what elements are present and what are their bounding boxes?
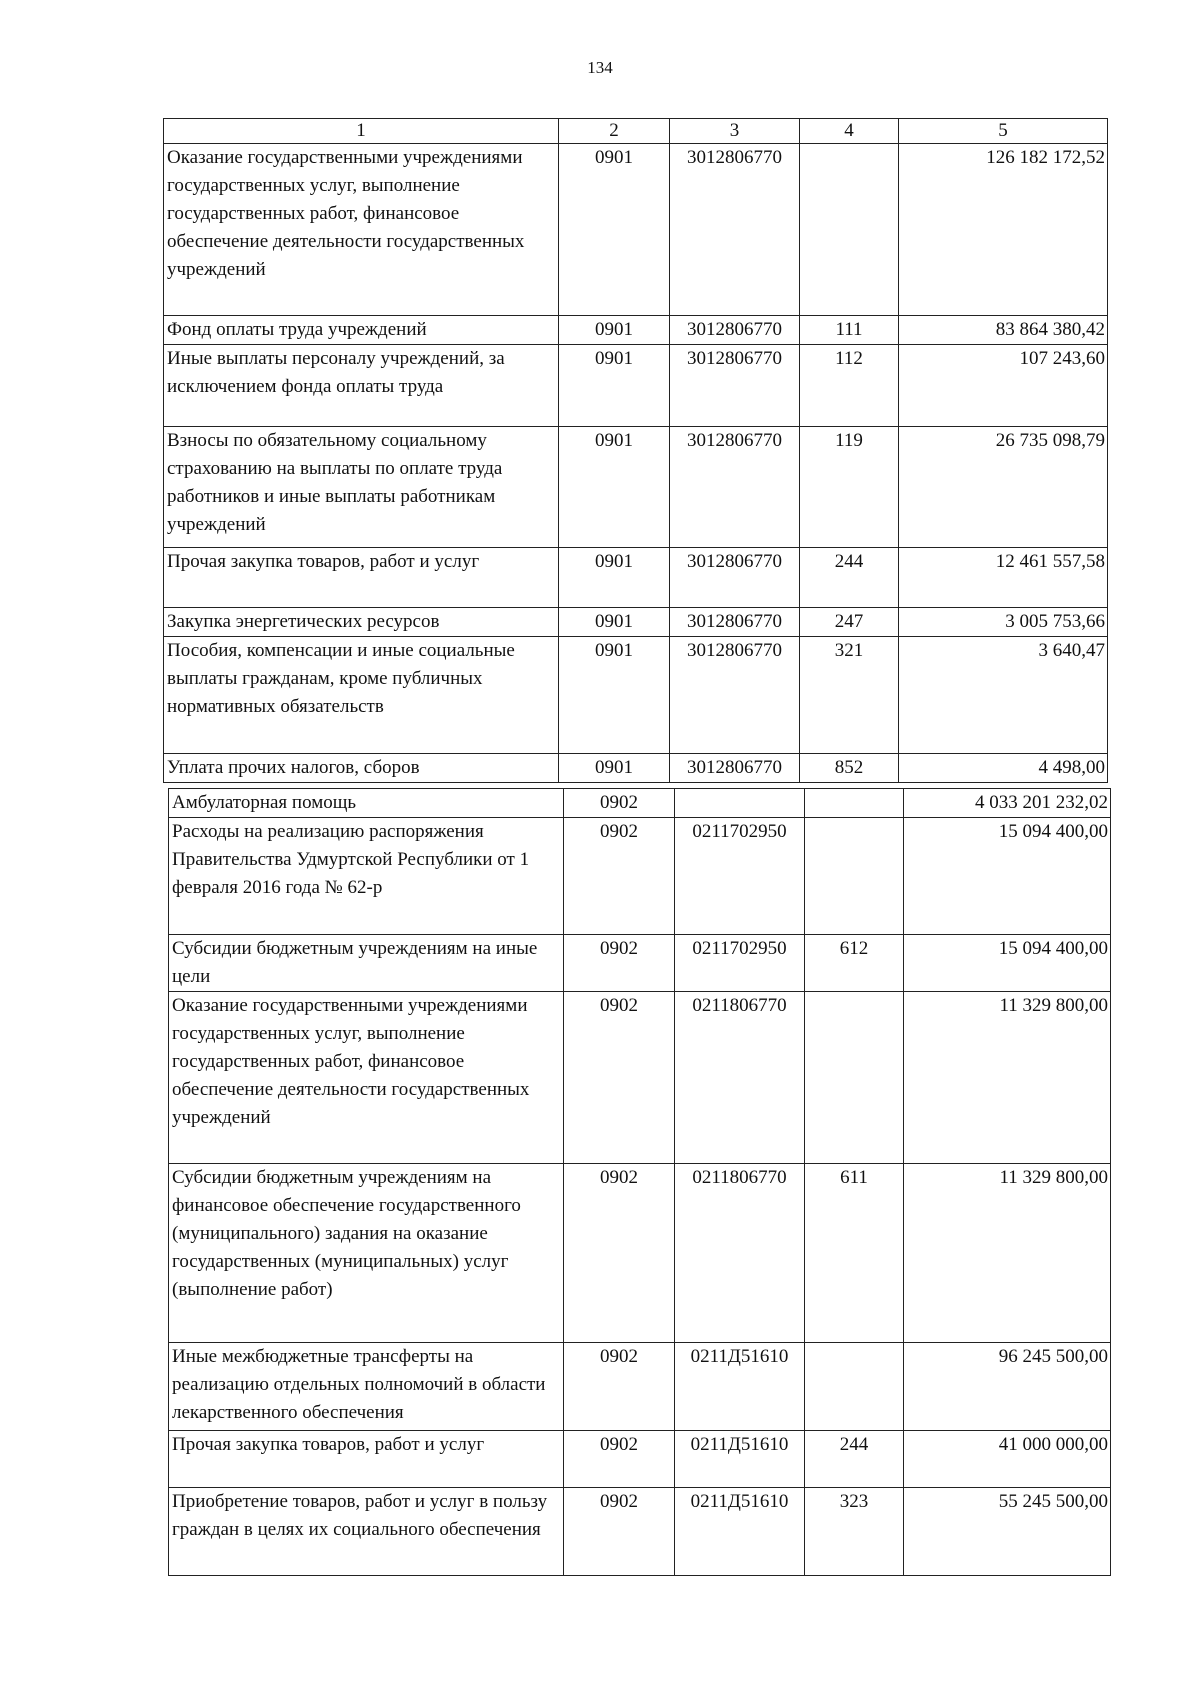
row-section: 0902 [564, 818, 675, 935]
row-name: Иные межбюджетные трансферты на реализацию отдельных полномочий в области лекарственного обеспечения [169, 1343, 564, 1431]
table-row [164, 637, 1108, 754]
row-target: 3012806770 [670, 427, 800, 548]
row-name: Субсидии бюджетным учреждениям на иные цели [169, 935, 564, 992]
row-target: 3012806770 [670, 316, 800, 345]
row-type [805, 1343, 904, 1431]
row-type [805, 992, 904, 1164]
table-row [164, 316, 1108, 345]
row-amount: 4 498,00 [899, 754, 1108, 783]
table-row [164, 144, 1108, 316]
row-section: 0901 [559, 345, 670, 427]
row-type: 611 [805, 1164, 904, 1343]
row-target: 0211702950 [675, 935, 805, 992]
table-row [169, 789, 1111, 818]
row-name: Фонд оплаты труда учреждений [164, 316, 559, 345]
row-name: Пособия, компенсации и иные социальные выплаты гражданам, кроме публичных нормативных обязательств [164, 637, 559, 754]
column-header: 5 [899, 119, 1108, 144]
row-section: 0901 [559, 144, 670, 316]
row-section: 0901 [559, 316, 670, 345]
row-type [800, 144, 899, 316]
row-section: 0902 [564, 789, 675, 818]
column-header: 1 [164, 119, 559, 144]
row-name: Взносы по обязательному социальному страхованию на выплаты по оплате труда работников и иные выплаты работникам учреждений [164, 427, 559, 548]
table-row [164, 345, 1108, 427]
row-type: 119 [800, 427, 899, 548]
table-row [164, 754, 1108, 783]
row-target: 3012806770 [670, 754, 800, 783]
row-target: 0211Д51610 [675, 1343, 805, 1431]
row-amount: 11 329 800,00 [904, 992, 1111, 1164]
column-header: 3 [670, 119, 800, 144]
row-target: 0211806770 [675, 1164, 805, 1343]
table-row [164, 608, 1108, 637]
table-row [169, 992, 1111, 1164]
row-name: Расходы на реализацию распоряжения Правительства Удмуртской Республики от 1 февраля 2016 года № 62-р [169, 818, 564, 935]
row-target: 3012806770 [670, 608, 800, 637]
row-name: Уплата прочих налогов, сборов [164, 754, 559, 783]
row-type: 612 [805, 935, 904, 992]
row-name: Приобретение товаров, работ и услуг в пользу граждан в целях их социального обеспечения [169, 1488, 564, 1576]
row-amount: 26 735 098,79 [899, 427, 1108, 548]
row-name: Иные выплаты персоналу учреждений, за исключением фонда оплаты труда [164, 345, 559, 427]
row-target: 3012806770 [670, 548, 800, 608]
row-target: 0211806770 [675, 992, 805, 1164]
row-type [805, 789, 904, 818]
row-section: 0901 [559, 754, 670, 783]
row-type: 112 [800, 345, 899, 427]
row-amount: 107 243,60 [899, 345, 1108, 427]
table-row [169, 1431, 1111, 1488]
table-row [169, 1343, 1111, 1431]
row-amount: 15 094 400,00 [904, 818, 1111, 935]
row-section: 0902 [564, 992, 675, 1164]
row-target: 0211702950 [675, 818, 805, 935]
row-type: 244 [805, 1431, 904, 1488]
row-section: 0901 [559, 608, 670, 637]
column-header: 2 [559, 119, 670, 144]
column-header: 4 [800, 119, 899, 144]
page-number: 134 [587, 58, 613, 77]
row-target [675, 789, 805, 818]
budget-table-upper [163, 118, 1108, 783]
row-section: 0902 [564, 1343, 675, 1431]
row-name: Субсидии бюджетным учреждениям на финансовое обеспечение государственного (муниципального) задания на оказание государственных (муниципальных) услуг (выполнение работ) [169, 1164, 564, 1343]
row-section: 0901 [559, 548, 670, 608]
row-name: Оказание государственными учреждениями государственных услуг, выполнение государственных работ, финансовое обеспечение деятельности государственных учреждений [169, 992, 564, 1164]
header-row [164, 119, 1108, 144]
row-type: 852 [800, 754, 899, 783]
row-type: 323 [805, 1488, 904, 1576]
row-type: 244 [800, 548, 899, 608]
row-section: 0901 [559, 427, 670, 548]
row-target: 3012806770 [670, 345, 800, 427]
table-row [164, 548, 1108, 608]
row-amount: 55 245 500,00 [904, 1488, 1111, 1576]
row-section: 0902 [564, 1164, 675, 1343]
row-target: 0211Д51610 [675, 1431, 805, 1488]
row-amount: 126 182 172,52 [899, 144, 1108, 316]
row-amount: 15 094 400,00 [904, 935, 1111, 992]
row-amount: 11 329 800,00 [904, 1164, 1111, 1343]
row-amount: 96 245 500,00 [904, 1343, 1111, 1431]
row-section: 0901 [559, 637, 670, 754]
row-target: 0211Д51610 [675, 1488, 805, 1576]
row-amount: 83 864 380,42 [899, 316, 1108, 345]
row-type: 247 [800, 608, 899, 637]
row-target: 3012806770 [670, 637, 800, 754]
row-name: Амбулаторная помощь [169, 789, 564, 818]
budget-table-lower [168, 788, 1111, 1576]
row-name: Прочая закупка товаров, работ и услуг [164, 548, 559, 608]
row-name: Закупка энергетических ресурсов [164, 608, 559, 637]
row-target: 3012806770 [670, 144, 800, 316]
row-type [805, 818, 904, 935]
row-section: 0902 [564, 935, 675, 992]
row-section: 0902 [564, 1431, 675, 1488]
row-amount: 4 033 201 232,02 [904, 789, 1111, 818]
row-amount: 3 640,47 [899, 637, 1108, 754]
row-name: Оказание государственными учреждениями государственных услуг, выполнение государственных работ, финансовое обеспечение деятельности государственных учреждений [164, 144, 559, 316]
row-type: 111 [800, 316, 899, 345]
table-row [169, 818, 1111, 935]
row-amount: 12 461 557,58 [899, 548, 1108, 608]
row-section: 0902 [564, 1488, 675, 1576]
row-type: 321 [800, 637, 899, 754]
row-amount: 41 000 000,00 [904, 1431, 1111, 1488]
table-row [169, 1164, 1111, 1343]
table-row [169, 935, 1111, 992]
table-row [169, 1488, 1111, 1576]
row-name: Прочая закупка товаров, работ и услуг [169, 1431, 564, 1488]
row-amount: 3 005 753,66 [899, 608, 1108, 637]
table-row [164, 427, 1108, 548]
